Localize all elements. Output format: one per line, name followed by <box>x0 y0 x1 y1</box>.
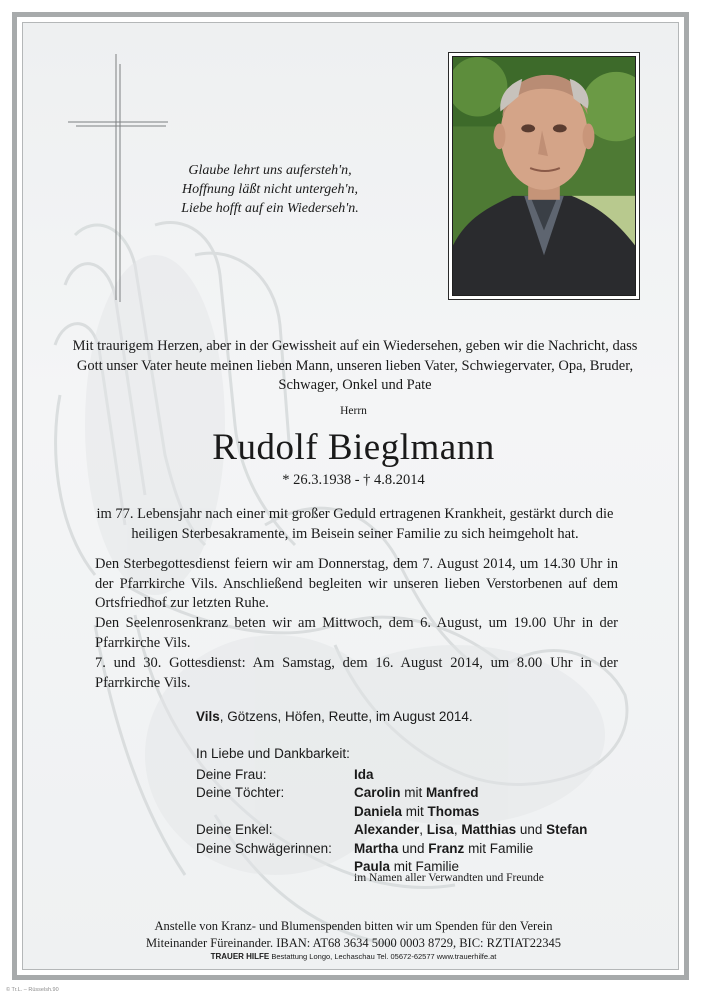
obituary-text: im 77. Lebensjahr nach einer mit großer Geduld ertragenen Krankheit, gestärkt durch die heiligen Sterbesakramente, im Beisein seiner Familie zu sich heimgeholt hat. <box>96 506 614 542</box>
relatives-note: im Namen aller Verwandten und Freunde <box>354 872 544 884</box>
portrait-image-icon <box>453 57 635 295</box>
donation-line: Anstelle von Kranz- und Blumenspenden bitten wir um Spenden für den Verein <box>154 919 553 933</box>
closing-line: In Liebe und Dankbarkeit: <box>196 746 350 761</box>
relative-name: Franz <box>428 840 465 856</box>
relatives-row-daughters <box>196 784 616 802</box>
relation-names <box>354 766 374 784</box>
footer-imprint <box>0 952 707 961</box>
relatives-row-sisters-in-law <box>196 840 616 858</box>
relation-label: Deine Enkel: <box>196 822 273 838</box>
poem-line: Liebe hofft auf ein Wiederseh'n. <box>181 201 359 216</box>
poem-line: Glaube lehrt uns aufersteh'n, <box>188 163 352 178</box>
relative-name: Manfred <box>426 785 479 801</box>
relation-label-empty <box>196 858 354 876</box>
connector-text: und <box>398 840 429 856</box>
relative-name: Lisa <box>426 822 454 838</box>
place-date <box>196 709 473 726</box>
relative-name: Thomas <box>427 803 480 819</box>
edge-mark: © Tr.L. – Rüsselsh.90 <box>6 987 59 993</box>
portrait-frame <box>448 52 640 300</box>
relation-names <box>354 821 587 839</box>
funeral-service-text: Den Sterbegottesdienst feiern wir am Donnerstag, dem 7. August 2014, um 14.30 Uhr in der Pfarrkirche Vils. Anschließend begleiten wir unseren lieben Verstorbenen auf dem Ortsfriedhof zur letzten Ruhe. <box>95 556 618 611</box>
connector-text: mit Familie <box>464 840 534 856</box>
relation-label: Deine Töchter: <box>196 785 285 801</box>
relative-name: Paula <box>354 859 391 875</box>
relatives-row-wife <box>196 766 616 784</box>
relation-label: Deine Frau: <box>196 767 267 782</box>
deceased-name: Rudolf Bieglmann <box>212 427 495 468</box>
connector-text: und <box>516 822 547 838</box>
connector-text: , <box>419 822 427 838</box>
connector-text: mit <box>400 785 427 801</box>
relation-names <box>354 784 479 802</box>
life-dates: * 26.3.1938 - † 4.8.2014 <box>282 472 425 488</box>
intro-text: Mit traurigem Herzen, aber in der Gewissheit auf ein Wiedersehen, geben wir die Nachricht, dass Gott unser Vater heute meinen lieben Mann, unseren lieben Vater, Schwiegervater, Opa, Bruder, Schwager, Onkel und Pate <box>72 338 638 393</box>
relation-names <box>354 803 479 821</box>
relative-name: Carolin <box>354 785 401 801</box>
memorial-mass-text: 7. und 30. Gottesdienst: Am Samstag, dem 16. August 2014, um 8.00 Uhr in der Pfarrkirche Vils. <box>95 655 618 691</box>
relative-name: Martha <box>354 840 399 856</box>
connector-text: mit <box>402 803 428 819</box>
donation-request <box>0 918 707 952</box>
poem-line: Hoffnung läßt nicht untergeh'n, <box>182 182 358 197</box>
place-town: Vils <box>196 709 220 724</box>
relatives-row-grandchildren <box>196 821 616 839</box>
poem <box>170 161 370 218</box>
footer-details: Bestattung Longo, Lechaschau Tel. 05672-62577 www.trauerhilfe.at <box>271 952 497 961</box>
relative-name: Daniela <box>354 803 403 819</box>
connector-text: , <box>453 822 462 838</box>
relatives-row-daughters-2 <box>196 803 616 821</box>
cross-icon <box>66 52 170 304</box>
relatives-list <box>196 766 616 876</box>
relative-name: Stefan <box>546 822 588 838</box>
relative-name: Matthias <box>461 822 517 838</box>
relation-label-empty <box>196 803 354 821</box>
donation-bank-line: Miteinander Füreinander. IBAN: AT68 3634 5000 0003 8729, BIC: RZTIAT22345 <box>146 936 561 950</box>
relative-name: Ida <box>354 767 374 782</box>
relation-label: Deine Schwägerinnen: <box>196 840 332 856</box>
connector-text: mit Familie <box>390 859 460 875</box>
relative-name: Alexander <box>354 822 420 838</box>
place-rest: , Götzens, Höfen, Reutte, im August 2014. <box>219 709 473 724</box>
portrait-photo <box>452 56 636 296</box>
salutation: Herrn <box>340 405 367 417</box>
relation-names <box>354 840 533 858</box>
footer-brand: TRAUER HILFE <box>210 952 270 961</box>
rosary-text: Den Seelenrosenkranz beten wir am Mittwoch, dem 6. August, um 19.00 Uhr in der Pfarrkirche Vils. <box>95 615 618 651</box>
